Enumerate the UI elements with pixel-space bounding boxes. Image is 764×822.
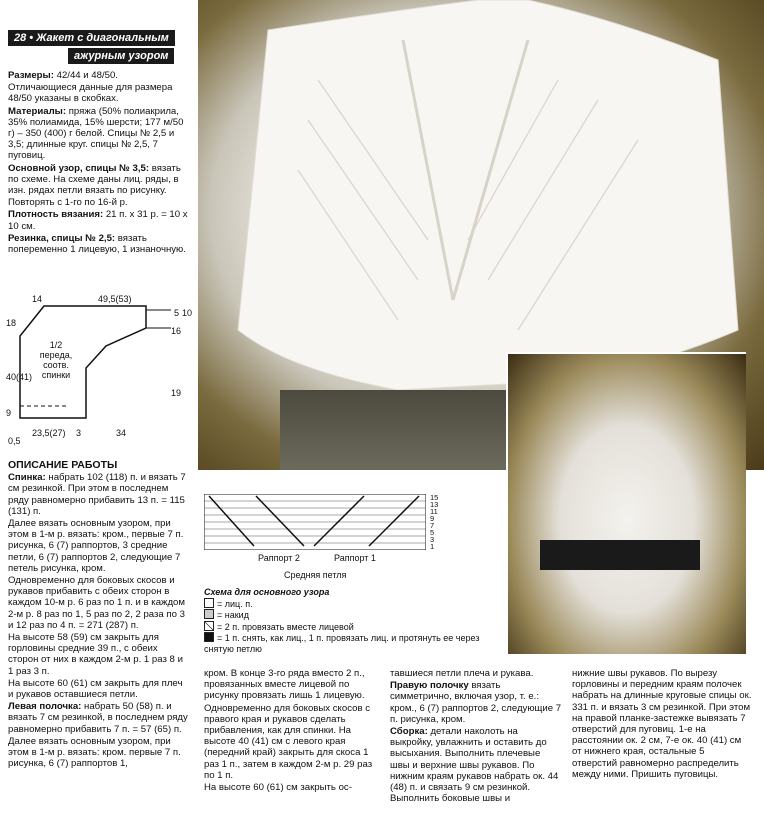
back-section: Спинка: набрать 102 (118) п. и вязать 7 см резинкой. При этом в последнем ряду равномерно прибавить 13 п. = 115 (131) п. <box>8 472 186 517</box>
article-title-line2: ажурным узором <box>68 48 174 64</box>
sizes-note: Отличающиеся данные для размера 48/50 указаны в скобках. <box>8 82 173 105</box>
col2-para-3: На высоте 60 (61) см закрыть ос- <box>204 782 352 794</box>
column-4 <box>572 668 752 781</box>
dim-top-left: 14 <box>32 294 43 304</box>
legend-item-knit: = лиц. п. <box>204 598 504 610</box>
back-increases: Одновременно для боковых скосов и рукавов прибавить с обеих сторон в каждом 10-м р. 6 раз по 1 п. и в каждом 2-м р. 8 раз по 1, 5 раз по 2, 2 раза по 3 и 12 раз по 4 п. = 271 (287) п. <box>8 575 185 631</box>
materials: Материалы: пряжа (50% полиакрила, 35% полиамида, 15% шерсти; 177 м/50 г) – 350 (400) г белой. Спицы № 2,5 и 3,5; длинные круг. спицы № 2,5, 7 пуговиц. <box>8 105 184 162</box>
dim-top-right: 49,5(53) <box>98 294 132 304</box>
diagram-center-label: 1/2 переда, соотв. спинки <box>39 340 73 380</box>
schematic-diagram <box>6 288 191 448</box>
dim-left-top: 18 <box>6 318 17 328</box>
rib: Резинка, спицы № 2,5: вязать попеременно 1 лицевую, 1 изнаночную. <box>8 232 186 256</box>
back-shoulders: На высоте 60 (61) см закрыть для плеч и рукавов оставшиеся петли. <box>8 677 183 701</box>
dim-zero: 0,5 <box>8 436 21 446</box>
back-pattern: Далее вязать основным узором, при этом в 1-м р. вязать: кром., первые 7 п. рисунка, 6 (7) раппортов, 3 средние петли, 6 (7) раппортов 2, следующие 7 петель рисунка, кром. <box>8 518 184 574</box>
dim-mid-a: 16 <box>171 326 182 336</box>
repeat-note: Повторять с 1-го по 16-й р. <box>8 197 128 209</box>
dim-right-a: 5 <box>174 308 180 318</box>
column-3 <box>390 668 562 805</box>
second-photo-jacket-back <box>506 352 746 654</box>
article-header <box>8 28 175 64</box>
right-front: Правую полочку вязать симметрично, включая узор, т. е.: кром., 6 (7) раппортов 2, следующие 7 п. рисунка, кром. <box>390 680 562 725</box>
column-1-work <box>8 460 188 770</box>
chart-row-numbers: 15 13 11 9 7 5 3 1 <box>430 493 439 551</box>
left-front-pattern: Далее вязать основным узором, при этом в 1-м р. вязать: кром. первые 7 п. рисунка, 6 (7) раппортов 1, <box>8 735 181 770</box>
dim-bottom-c: 34 <box>116 428 127 438</box>
column-2 <box>204 668 384 794</box>
legend-item-yo: = накид <box>204 609 504 621</box>
legend-title: Схема для основного узора <box>204 587 330 597</box>
dim-left-bot: 9 <box>6 408 12 418</box>
col2-para-2: Одновременно для боковых скосов с правого края и рукавов сделать прибавления, как для спинки. На высоте 40 (41) см с левого края (передний край) закрыть для скоса 1 раз 1 п., затем в каждом 2-м р. 29 раз по 1 п. <box>204 702 373 781</box>
assembly: Сборка: детали наколоть на выкройку, увлажнить и оставить до высыхания. Выполнить плечевые швы и верхние швы рукавов. По нижним краям рукавов набрать ок. 44 (48) п. и связать 9 см резинкой. Выполнить боковые швы и <box>390 726 559 805</box>
skirt <box>280 390 530 470</box>
dim-left-mid: 40(41) <box>6 372 33 382</box>
legend-item-k2tog: = 2 п. провязать вместе лицевой <box>204 621 504 633</box>
belt <box>540 540 700 570</box>
column-1 <box>8 70 188 256</box>
middle-stitch-label: Средняя петля <box>284 570 347 580</box>
col2-para-1: кром. В конце 3-го ряда вместо 2 п., провязанных вместе лицевой по рисунку провязать лишь 1 лицевую. <box>204 668 365 702</box>
back-neck: На высоте 58 (59) см закрыть для горловины средние 39 п., с обеих сторон от них в каждом 2-м р. 1 раз 8 и 1 раз 3 п. <box>8 632 183 677</box>
dim-bottom-a: 23,5(27) <box>32 428 66 438</box>
left-front: Левая полочка: набрать 50 (58) п. и вязать 7 см резинкой, в последнем ряду равномерно прибавить 7 п. = 57 (65) п. <box>8 701 188 735</box>
dim-mid-b: 19 <box>171 388 182 398</box>
dim-right-b: 10 <box>182 308 193 318</box>
work-title: ОПИСАНИЕ РАБОТЫ <box>8 459 118 471</box>
chart-grid <box>204 494 426 550</box>
col3-para-1: тавшиеся петли плеча и рукава. <box>390 668 534 679</box>
sizes: Размеры: 42/44 и 48/50. <box>8 70 118 81</box>
knitting-chart <box>204 494 426 550</box>
dim-bottom-b: 3 <box>76 428 82 438</box>
legend-item-skp: = 1 п. снять, как лиц., 1 п. провязать лиц. и протянуть ее через снятую петлю <box>204 633 480 654</box>
article-title-line1: 28 • Жакет с диагональным <box>8 30 175 46</box>
chart-legend <box>204 587 504 654</box>
repeat-2-label: Раппорт 2 <box>258 553 300 563</box>
main-pattern: Основной узор, спицы № 3,5: вязать по схеме. На схеме даны лиц. ряды, в изн. рядах петли вязать по рисунку. <box>8 162 181 197</box>
gauge: Плотность вязания: 21 п. x 31 р. = 10 x 10 см. <box>8 209 188 232</box>
col4-para-1: нижние швы рукавов. По вырезу горловины и передним краям полочек набрать на длинные круговые спицы ок. 331 п. и вязать 3 см резинкой. При этом на правой планке-застежке вывязать 7 отверстий для пуговиц. 1-е на расстоянии ок. 2 см, 7-е ок. 40 (41) см от нижнего края, остальные 5 отверстий равномерно распределить между ними. Пришить пуговицы. <box>572 668 752 780</box>
repeat-1-label: Раппорт 1 <box>334 553 376 563</box>
